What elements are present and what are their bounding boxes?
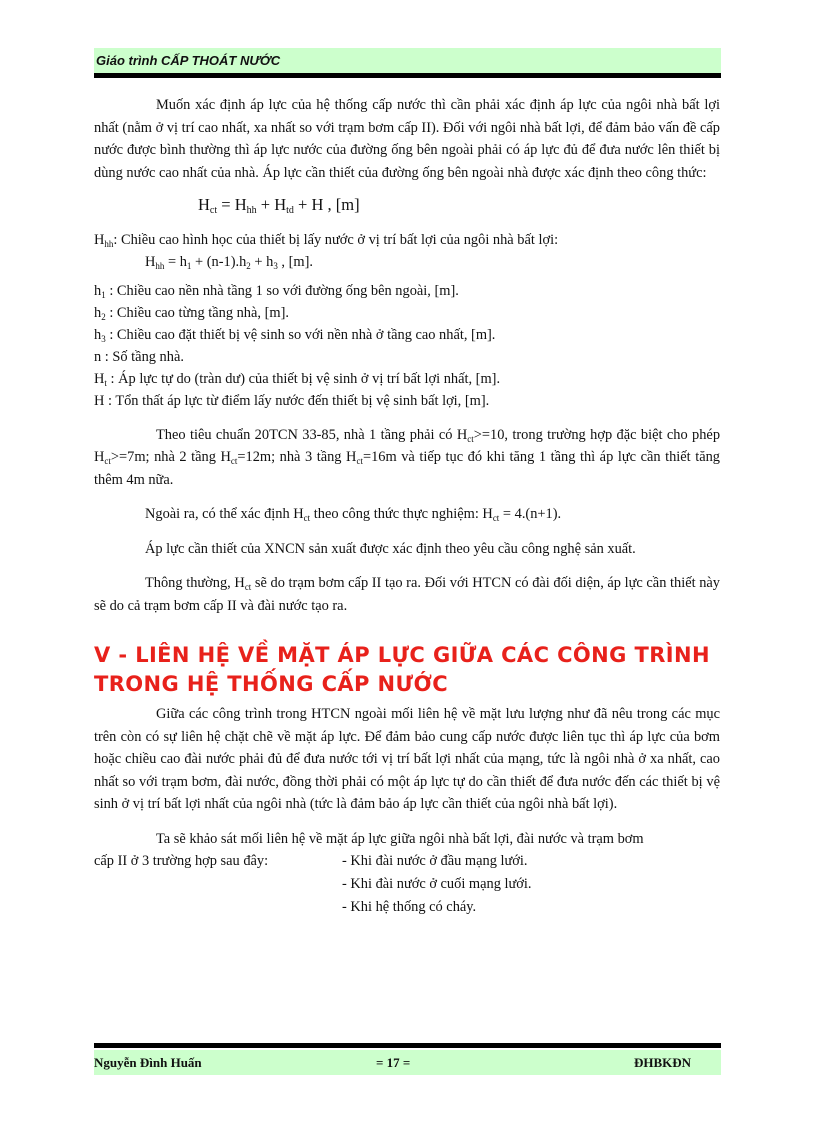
def-h2: $h_2$ : Chiều cao từng tầng nhà, [m]. — [94, 304, 289, 322]
cases-block — [94, 850, 720, 919]
page-content — [94, 94, 720, 919]
industrial-paragraph: Áp lực cần thiết của XNCN sản xuất được xác định theo yêu cầu công nghệ sản xuất. — [145, 540, 636, 557]
section-heading: V - LIÊN HỆ VỀ MẶT ÁP LỰC GIỮA CÁC CÔNG TRÌNH TRONG HỆ THỐNG CẤP NƯỚC — [94, 643, 710, 696]
page-footer — [94, 1050, 721, 1075]
def-h: H : Tổn thất áp lực từ điểm lấy nước đến thiết bị vệ sinh bất lợi, [m]. — [94, 392, 490, 409]
header-title: Giáo trình CẤP THOÁT NƯỚC — [96, 53, 281, 68]
footer-divider — [94, 1043, 721, 1048]
def-h3: $h_3$ : Chiều cao đặt thiết bị vệ sinh so với nền nhà ở tầng cao nhất, [m]. — [94, 326, 496, 344]
cases-list — [342, 850, 532, 919]
header-divider — [94, 73, 721, 78]
formula-hct: $H_{ct} = H_{hh} + H_{td} + H$ , [m] — [198, 195, 360, 216]
empirical-paragraph: Ngoài ra, có thể xác định $H_{ct}$ theo công thức thực nghiệm: $H_{ct} = 4.(n+1)$. — [145, 506, 562, 523]
case-item: - Khi đài nước ở cuối mạng lưới. — [342, 876, 532, 892]
case-item: - Khi hệ thống có cháy. — [342, 899, 477, 915]
def-h1: $h_1$ : Chiều cao nền nhà tầng 1 so với đường ống bên ngoài, [m]. — [94, 282, 459, 300]
section-paragraph-2: Ta sẽ khảo sát mối liên hệ về mặt áp lực giữa ngôi nhà bất lợi, đài nước và trạm bơm — [156, 830, 644, 847]
page-header — [94, 48, 721, 73]
def-ht: $H_t$ : Áp lực tự do (tràn dư) của thiết bị vệ sinh ở vị trí bất lợi nhất, [m]. — [94, 370, 501, 388]
footer-page-number: = 17 = — [376, 1055, 411, 1070]
definitions-list — [94, 280, 720, 412]
footer-organization: ĐHBKĐN — [633, 1055, 691, 1070]
usual-paragraph: Thông thường, $H_{ct}$ sẽ do trạm bơm cấp II tạo ra. Đối với HTCN có đài đối diện, áp lực cần thiết này sẽ do cả trạm bơm cấp II và đài nước tạo ra. — [94, 575, 720, 614]
standard-paragraph: Theo tiêu chuẩn 20TCN 33-85, nhà 1 tầng phải có $H_{ct}>=10$, trong trường hợp đặc biệt cho phép $H_{ct}>=7m$; nhà 2 tầng $H_{ct}=12m$; nhà 3 tầng $H_{ct}=16m$ và tiếp tục đó khi tăng 1 tầng thì áp lực cần thiết tăng thêm 4m nữa. — [94, 426, 721, 488]
def-n: n : Số tầng nhà. — [94, 348, 184, 365]
case-item: - Khi đài nước ở đầu mạng lưới. — [342, 853, 528, 869]
footer-author: Nguyễn Đình Huấn — [94, 1055, 202, 1070]
intro-paragraph: Muốn xác định áp lực của hệ thống cấp nước thì cần phải xác định áp lực của ngôi nhà bất lợi nhất (nằm ở vị trí cao nhất, xa nhất so với trạm bơm cấp II). Đối với ngôi nhà bất lợi, để đảm bảo vấn đề cấp nước được bình thường thì áp lực nước của đường ống bên ngoài phải có áp lực đủ để đưa nước lên thiết bị dùng nước cao nhất của nhà. Áp lực cần thiết của đường ống bên ngoài nhà được xác định theo công thức: — [94, 97, 720, 181]
cases-intro: cấp II ở 3 trường hợp sau đây: — [94, 853, 269, 869]
formula-hhh: $H_{hh} = h_1 + (n-1).h_2 + h_3$ , [m]. — [145, 254, 313, 271]
hhh-definition: $H_{hh}$: Chiều cao hình học của thiết bị lấy nước ở vị trí bất lợi của ngôi nhà bất lợi: — [94, 231, 559, 249]
section-paragraph-1: Giữa các công trình trong HTCN ngoài mối liên hệ về mặt lưu lượng như đã nêu trong các mục trên còn có sự liên hệ chặt chẽ về mặt áp lực. Để đảm bảo cung cấp nước được liên tục thì áp lực của bơm hoặc chiều cao đài nước phải đủ để đưa nước tới vị trí bất lợi nhất của mạng, tức là ngôi nhà ở xa nhất, cao nhất so với trạm bơm, đài nước, đồng thời phải có một áp lực tự do cần thiết để đưa nước đến các thiết bị vệ sinh ở vị trí bất lợi nhất của ngôi nhà (tức là đảm bảo áp lực cần thiết của ngôi nhà bất lợi). — [94, 706, 720, 812]
